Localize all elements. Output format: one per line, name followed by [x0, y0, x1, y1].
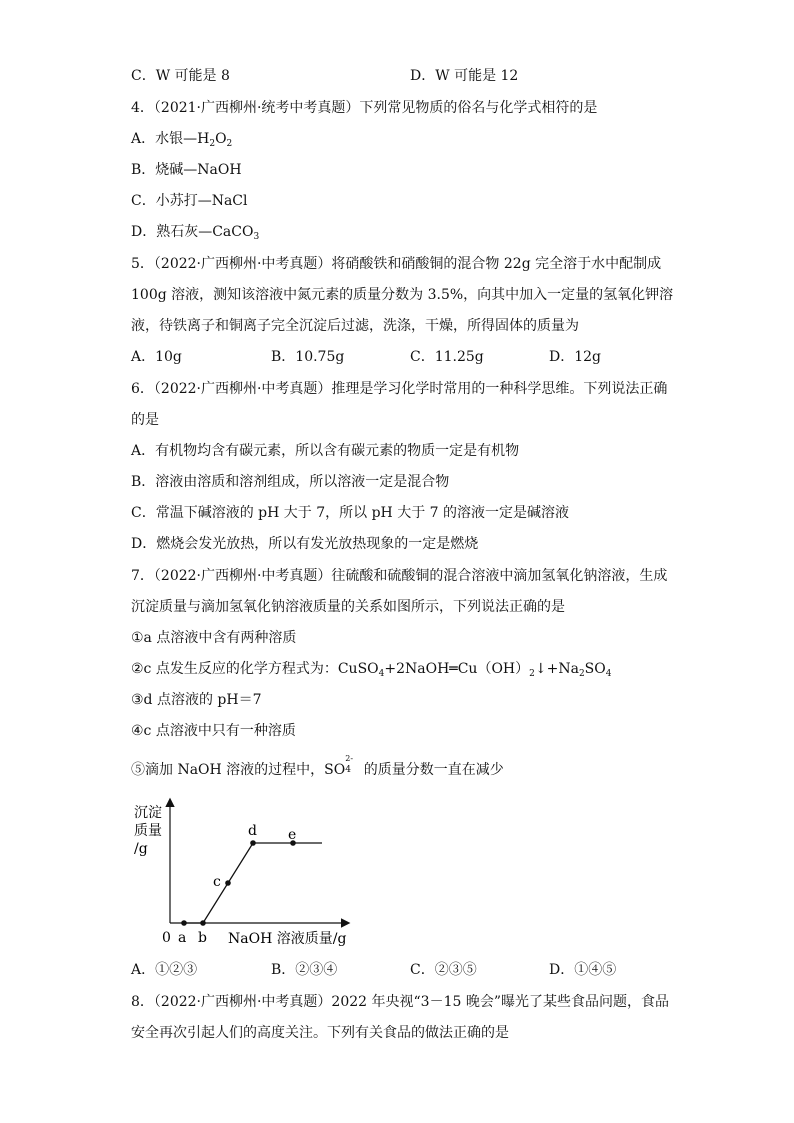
origin-label: 0: [162, 930, 171, 946]
label-b: b: [198, 930, 207, 946]
q5-option-d: D．12g: [549, 349, 602, 365]
y-label-2: 质量: [134, 823, 162, 839]
q7-statement-1: ①a 点溶液中含有两种溶质: [131, 630, 297, 646]
precipitate-graph: [120, 790, 360, 950]
q4-option-c: C．小苏打—NaCl: [131, 193, 248, 209]
point-c: [225, 880, 231, 886]
q7-line-1: 7．（2022·广西柳州·中考真题）往硫酸和硫酸铜的混合溶液中滴加氢氧化钠溶液，生成: [131, 568, 668, 584]
q7-line-2: 沉淀质量与滴加氢氧化钠溶液质量的关系如图所示，下列说法正确的是: [131, 599, 565, 615]
q5-option-a: A．10g: [131, 349, 182, 365]
q5-line-1: 5．（2022·广西柳州·中考真题）将硝酸铁和硝酸铜的混合物 22g 完全溶于水中配制成: [131, 256, 662, 272]
q6-line-2: 的是: [131, 412, 159, 428]
q7-option-c: C．②③⑤: [410, 962, 477, 978]
q6-option-b: B．溶液由溶质和溶剂组成，所以溶液一定是混合物: [131, 474, 450, 490]
q4-option-d: D．熟石灰—CaCO$_3$: [131, 224, 260, 242]
q6-option-d: D．燃烧会发光放热，所以有发光放热现象的一定是燃烧: [131, 536, 479, 552]
q3-option-d: D．W 可能是 12: [410, 68, 519, 84]
q6-option-a: A．有机物均含有碳元素，所以含有碳元素的物质一定是有机物: [131, 443, 520, 459]
point-b: [200, 920, 206, 926]
q4-option-b: B．烧碱—NaOH: [131, 162, 242, 178]
x-axis-label: NaOH 溶液质量/g: [228, 931, 347, 947]
q5-option-c: C．11.25g: [410, 349, 484, 365]
point-d: [250, 840, 256, 846]
point-a: [181, 920, 187, 926]
q6-option-c: C．常温下碱溶液的 pH 大于 7，所以 pH 大于 7 的溶液一定是碱溶液: [131, 505, 570, 521]
q7-statement-5: ⑤滴加 NaOH 溶液的过程中，SO 2- 4 的质量分数一直在减少: [131, 754, 504, 778]
q8-line-1: 8．（2022·广西柳州·中考真题）2022 年央视“3－15 晚会”曝光了某些食品问题，食品: [131, 994, 670, 1010]
q5-line-2: 100g 溶液，测知该溶液中氮元素的质量分数为 3.5%，向其中加入一定量的氢氧化钾溶: [131, 287, 674, 303]
q7-statement-3: ③d 点溶液的 pH＝7: [131, 692, 262, 708]
q8-line-2: 安全再次引起人们的高度关注。下列有关食品的做法正确的是: [131, 1025, 509, 1041]
q7-statement-2: ②c 点发生反应的化学方程式为：$CuSO_4+2NaOH═Cu(OH)_2↓+Na_2SO_4$: [131, 661, 612, 679]
q7-option-b: B．②③④: [271, 962, 338, 978]
label-c: c: [213, 874, 221, 890]
q4-stem: 4．（2021·广西柳州·统考中考真题）下列常见物质的俗名与化学式相符的是: [131, 100, 598, 116]
label-e: e: [288, 827, 297, 843]
q3-option-c: C．W 可能是 8: [131, 68, 230, 84]
q7-statement-4: ④c 点溶液中只有一种溶质: [131, 723, 296, 739]
q7-option-d: D．①④⑤: [549, 962, 617, 978]
y-label-1: 沉淀: [134, 805, 162, 821]
q6-line-1: 6．（2022·广西柳州·中考真题）推理是学习化学时常用的一种科学思维。下列说法正确: [131, 381, 668, 397]
y-label-3: /g: [134, 841, 148, 857]
q5-line-3: 液，待铁离子和铜离子完全沉淀后过滤，洗涤，干燥，所得固体的质量为: [131, 318, 579, 334]
precipitate-curve: [184, 843, 322, 923]
q7-option-a: A．①②③: [131, 962, 198, 978]
label-a: a: [178, 930, 187, 946]
q5-option-b: B．10.75g: [271, 349, 345, 365]
q4-option-a: A．水银$—H_2O_2$: [131, 131, 233, 149]
label-d: d: [248, 823, 257, 839]
